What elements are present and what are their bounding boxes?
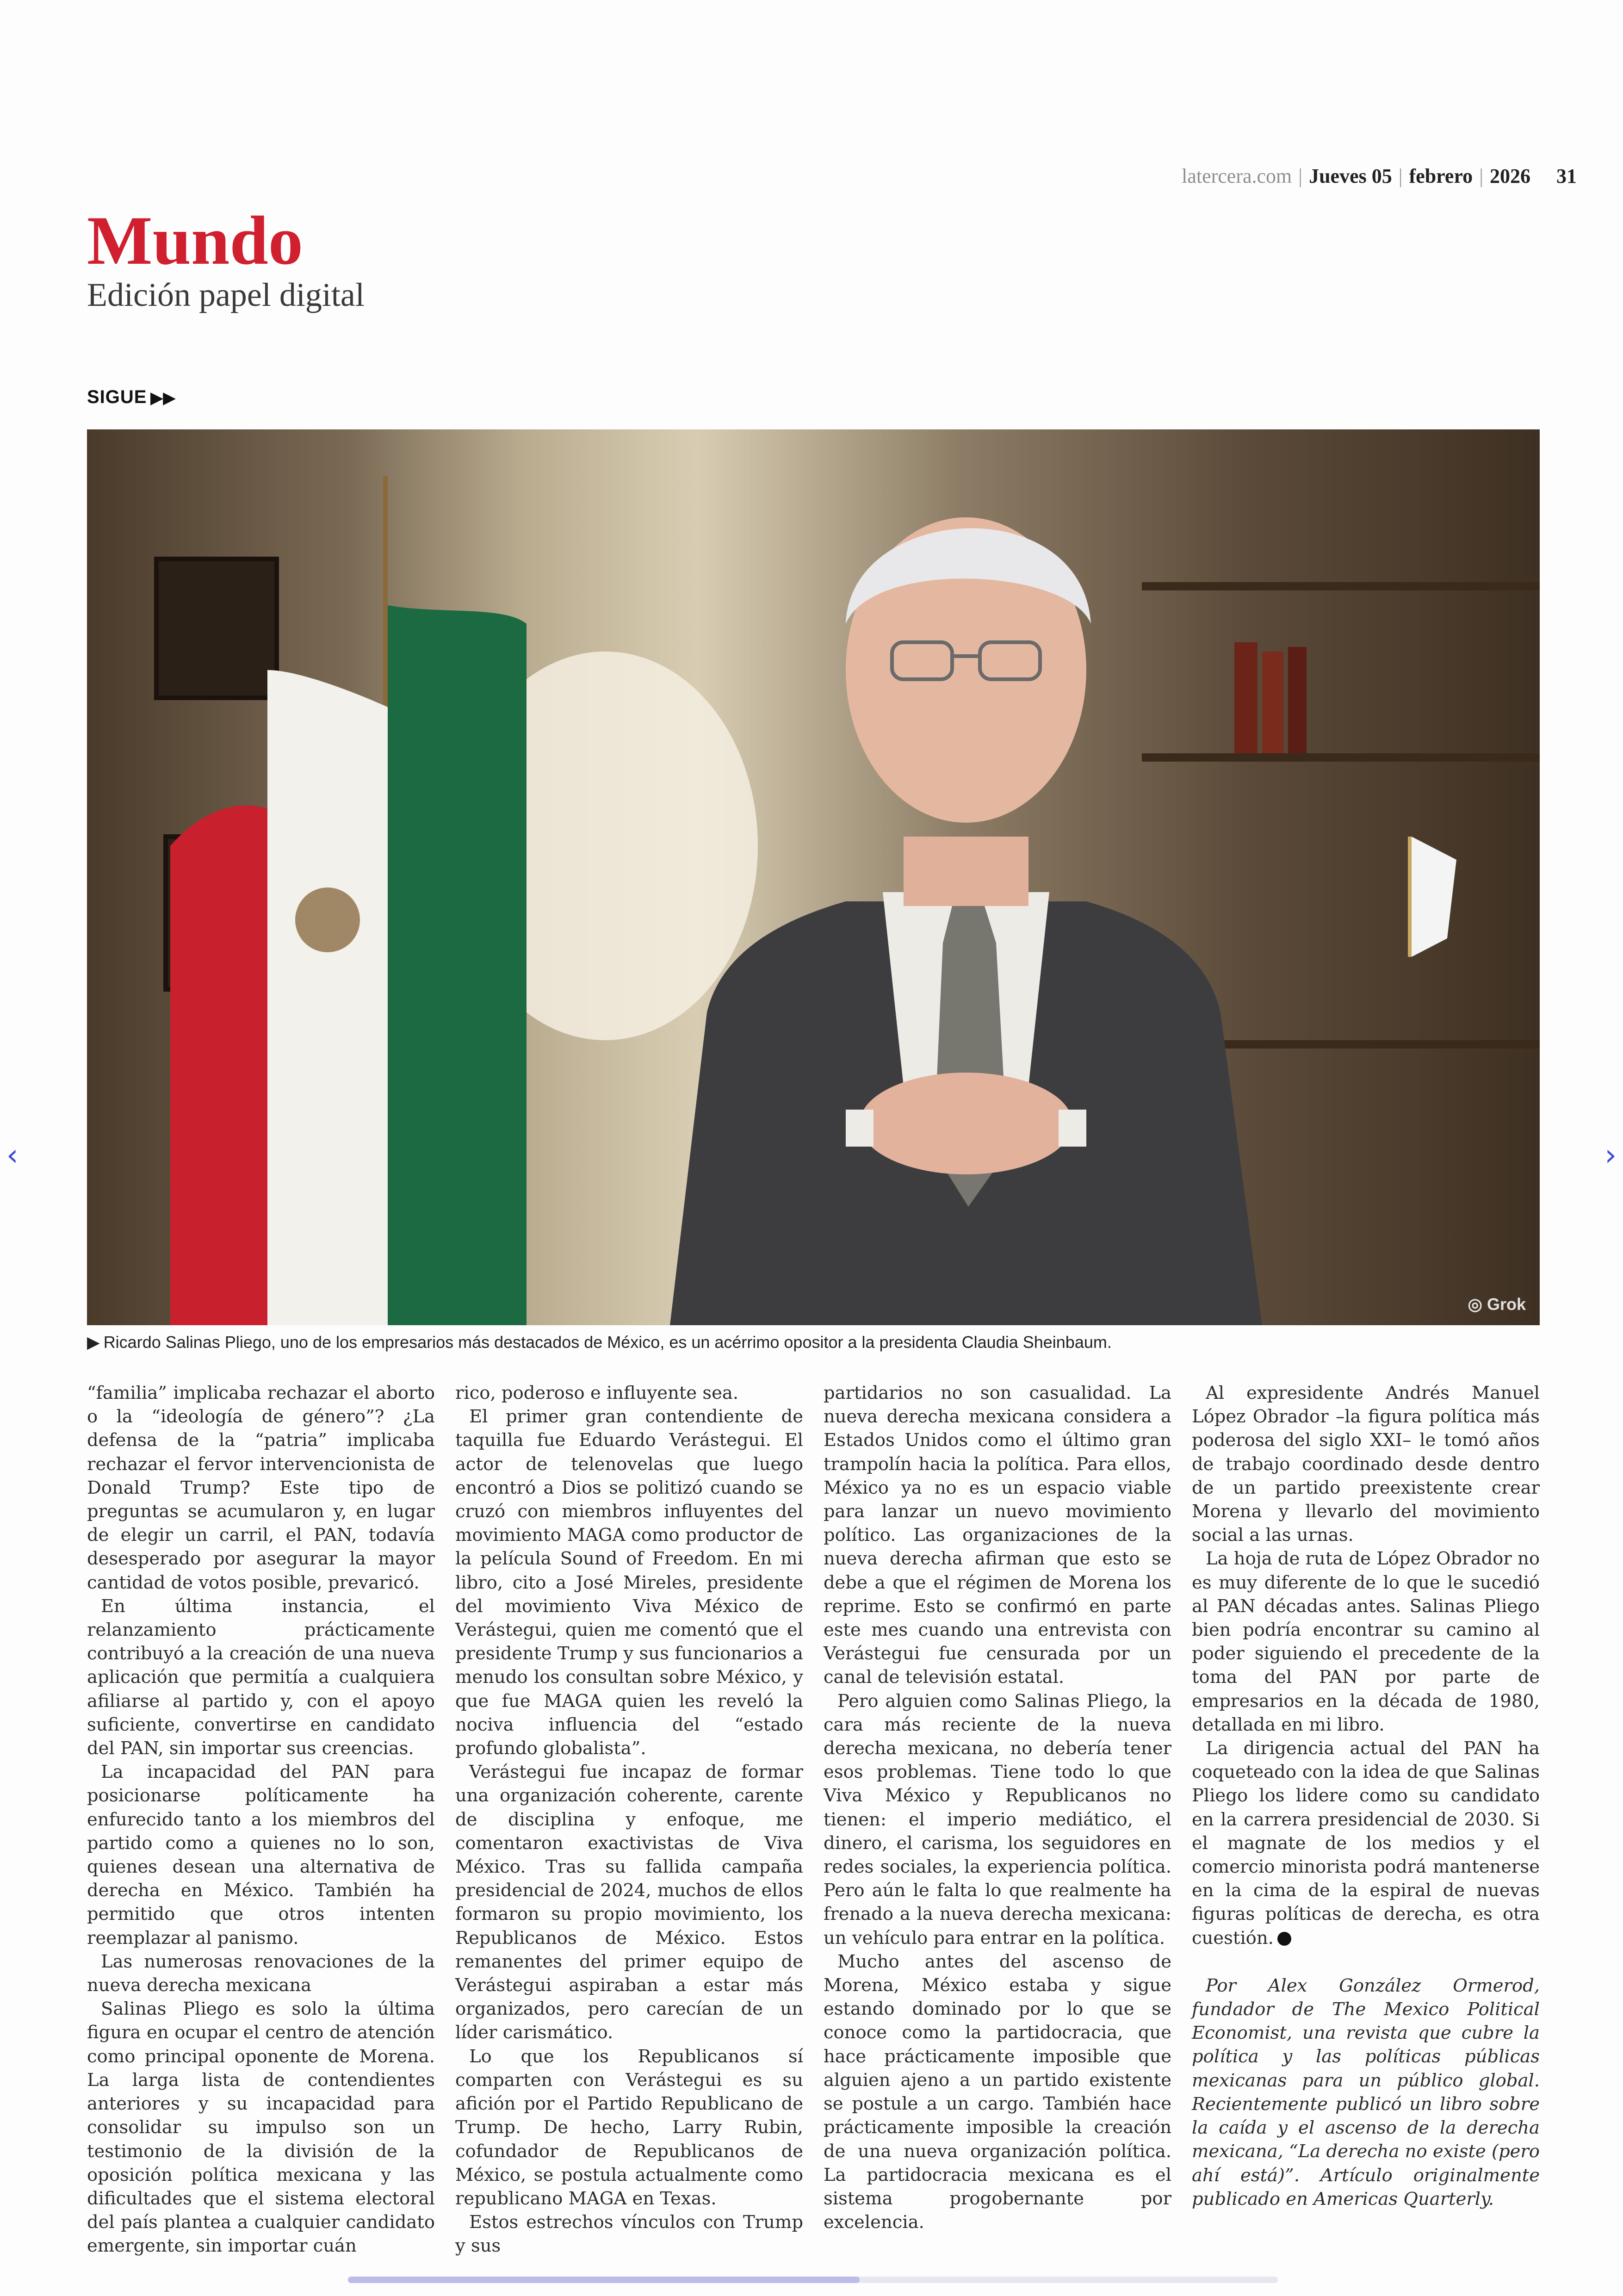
page-header-line bbox=[1182, 160, 1577, 192]
article-column-1 bbox=[87, 1381, 435, 2258]
paragraph: Salinas Pliego es solo la última figura en ocupar el centro de atención como principal oponente de Morena. La larga lista de contendientes anteriores y su incapacidad para consolidar su impulso son un testimonio de la división de la oposición política mexicana y las dificultades que el sistema electoral del país plantea a cualquier candidato emergente, sin importar cuán bbox=[87, 1998, 435, 2257]
end-mark-icon bbox=[1277, 1932, 1291, 1946]
paragraph: Verástegui fue incapaz de formar una organización coherente, carente de disciplina y enfoque, me comentaron exactivistas de Viva México. Tras su fallida campaña presidencial de 2024, muchos de ellos formaron su propio movimiento, los Republicanos de México. Estos remanentes del primer equipo de Verástegui aspiraban a estar más organizados, pero carecían de un líder carismático. bbox=[455, 1762, 803, 2043]
article-column-4 bbox=[1192, 1381, 1540, 2258]
paragraph-last bbox=[1192, 1737, 1540, 1950]
caption-triangle-icon: ▶ bbox=[87, 1333, 100, 1352]
site-name[interactable]: latercera.com bbox=[1182, 164, 1292, 187]
date-month: febrero bbox=[1409, 164, 1473, 187]
section-subtitle: Edición papel digital bbox=[87, 276, 365, 313]
article-column-2 bbox=[455, 1381, 803, 2258]
paragraph-text: La dirigencia actual del PAN ha coqueteado con la idea de que Salinas Pliego los lidere como su candidato en la carrera presidencial de 2030. Si el magnate de los medios y el comercio minorista podrá mantenerse en la cima de la espiral de nuevas figuras políticas de derecha, es otra cuestión. bbox=[1192, 1738, 1540, 1948]
paragraph: Pero alguien como Salinas Pliego, la cara más reciente de la nueva derecha mexicana, no debería tener esos problemas. Tiene todo lo que Viva México y Republicanos no tienen: el imperio mediático, el dinero, el carisma, los seguidores en redes sociales, la experiencia política. Pero aún le falta lo que realmente ha frenado a la nueva derecha mexicana: un vehículo para entrar en la política. bbox=[824, 1690, 1171, 1948]
separator: | bbox=[1398, 164, 1403, 187]
page-number: 31 bbox=[1556, 164, 1577, 187]
photo-illustration bbox=[87, 429, 1540, 1325]
author-credit: Por Alex González Ormerod, fundador de The Mexico Political Economist, una revista que cubre la política y las políticas públicas mexicanas para un público global. Recientemente publicó un libro sobre la caída y el ascenso de la derecha mexicana, “La derecha no existe (pero ahí está)”. Artículo originalmente publicado en Americas Quarterly. bbox=[1192, 1975, 1540, 2209]
date-year: 2026 bbox=[1490, 164, 1530, 187]
article-column-3 bbox=[824, 1381, 1171, 2258]
article-photo bbox=[87, 429, 1540, 1325]
next-page-icon[interactable]: › bbox=[1604, 1138, 1617, 1173]
paragraph: En última instancia, el relanzamiento prácticamente contribuyó a la creación de una nueva aplicación que permitía a cualquiera afiliarse al partido y, con el apoyo suficiente, convertirse en candidato del PAN, sin importar sus creencias. bbox=[87, 1595, 435, 1759]
paragraph: partidarios no son casualidad. La nueva derecha mexicana considera a Estados Unidos como el último gran trampolín hacia la política. Para ellos, México ya no es un espacio viable para lanzar un nuevo movimiento político. Las organizaciones de la nueva derecha afirman que esto se debe a que el régimen de Morena los reprime. Esto se confirmó en parte este mes cuando una entrevista con Verástegui fue censurada por un canal de televisión estatal. bbox=[824, 1383, 1171, 1688]
double-arrow-icon: ▶▶ bbox=[150, 389, 176, 407]
paragraph: Estos estrechos vínculos con Trump y sus bbox=[455, 2212, 803, 2257]
separator: | bbox=[1479, 164, 1483, 187]
article-body bbox=[87, 1381, 1540, 2258]
paragraph: La incapacidad del PAN para posicionarse políticamente ha enfurecido tanto a los miembros del partido como a quienes no lo son, quienes desean una alternativa de derecha en México. También ha permitido que otros intenten reemplazar al panismo. bbox=[87, 1762, 435, 1948]
subheading: Las numerosas renovaciones de la nueva derecha mexicana bbox=[87, 1951, 435, 1996]
separator: | bbox=[1298, 164, 1303, 187]
reading-progress-bar[interactable] bbox=[348, 2277, 1278, 2283]
paragraph: Lo que los Republicanos sí comparten con Verástegui es su afición por el Partido Republicano de Trump. De hecho, Larry Rubin, cofundador de Republicanos de México, se postula actualmente como republicano MAGA en Texas. bbox=[455, 2046, 803, 2209]
previous-page-icon[interactable]: ‹ bbox=[6, 1138, 19, 1173]
paragraph: Mucho antes del ascenso de Morena, México estaba y sigue estando dominado por lo que se conoce como la partidocracia, que hace prácticamente imposible que alguien ajeno a un partido existente se postule a un cargo. También hace prácticamente imposible la creación de una nueva organización política. La partidocracia mexicana es el sistema progobernante por excelencia. bbox=[824, 1951, 1171, 2233]
paragraph: Al expresidente Andrés Manuel López Obrador –la figura política más poderosa del siglo XXI– le tomó años de trabajo coordinado desde dentro de un partido preexistente crear Morena y llevarlo del movimiento social a las urnas. bbox=[1192, 1383, 1540, 1546]
paragraph: rico, poderoso e influyente sea. bbox=[455, 1383, 739, 1403]
paragraph: El primer gran contendiente de taquilla fue Eduardo Verástegui. El actor de telenovelas que luego encontró a Dios se politizó cuando se cruzó con miembros influyentes del movimiento MAGA como productor de la película Sound of Freedom. En mi libro, cito a José Mireles, presidente del movimiento Viva México de Verástegui, quien me comentó que el presidente Trump y sus funcionarios a menudo los consultan sobre México, y que fue MAGA quien les reveló la nociva influencia del “estado profundo globalista”. bbox=[455, 1406, 803, 1759]
date-day: Jueves 05 bbox=[1309, 164, 1392, 187]
paragraph: La hoja de ruta de López Obrador no es muy diferente de lo que le sucedió al PAN décadas antes. Salinas Pliego bien podría encontrar su camino al poder siguiendo el precedente de la toma del PAN por parte de empresarios en la década de 1980, detallada en mi libro. bbox=[1192, 1548, 1540, 1735]
watermark-text: Grok bbox=[1487, 1295, 1526, 1314]
sigue-text: SIGUE bbox=[87, 387, 147, 407]
photo-caption bbox=[87, 1333, 1540, 1352]
continue-label bbox=[87, 387, 176, 408]
paragraph: “familia” implicaba rechazar el aborto o la “ideología de género”? ¿La defensa de la “patria” implicaba rechazar el fervor intervencionista de Donald Trump? Este tipo de preguntas se acumularon y, en lugar de elegir un carril, el PAN, todavía desesperado por asegurar la mayor cantidad de votos posible, prevaricó. bbox=[87, 1383, 435, 1593]
watermark bbox=[1468, 1295, 1526, 1314]
grok-icon: ◎ bbox=[1468, 1295, 1487, 1314]
caption-text: Ricardo Salinas Pliego, uno de los empresarios más destacados de México, es un acérrimo opositor a la presidenta Claudia Sheinbaum. bbox=[103, 1333, 1112, 1352]
section-title: Mundo bbox=[87, 202, 303, 279]
reading-progress-fill bbox=[348, 2277, 860, 2283]
